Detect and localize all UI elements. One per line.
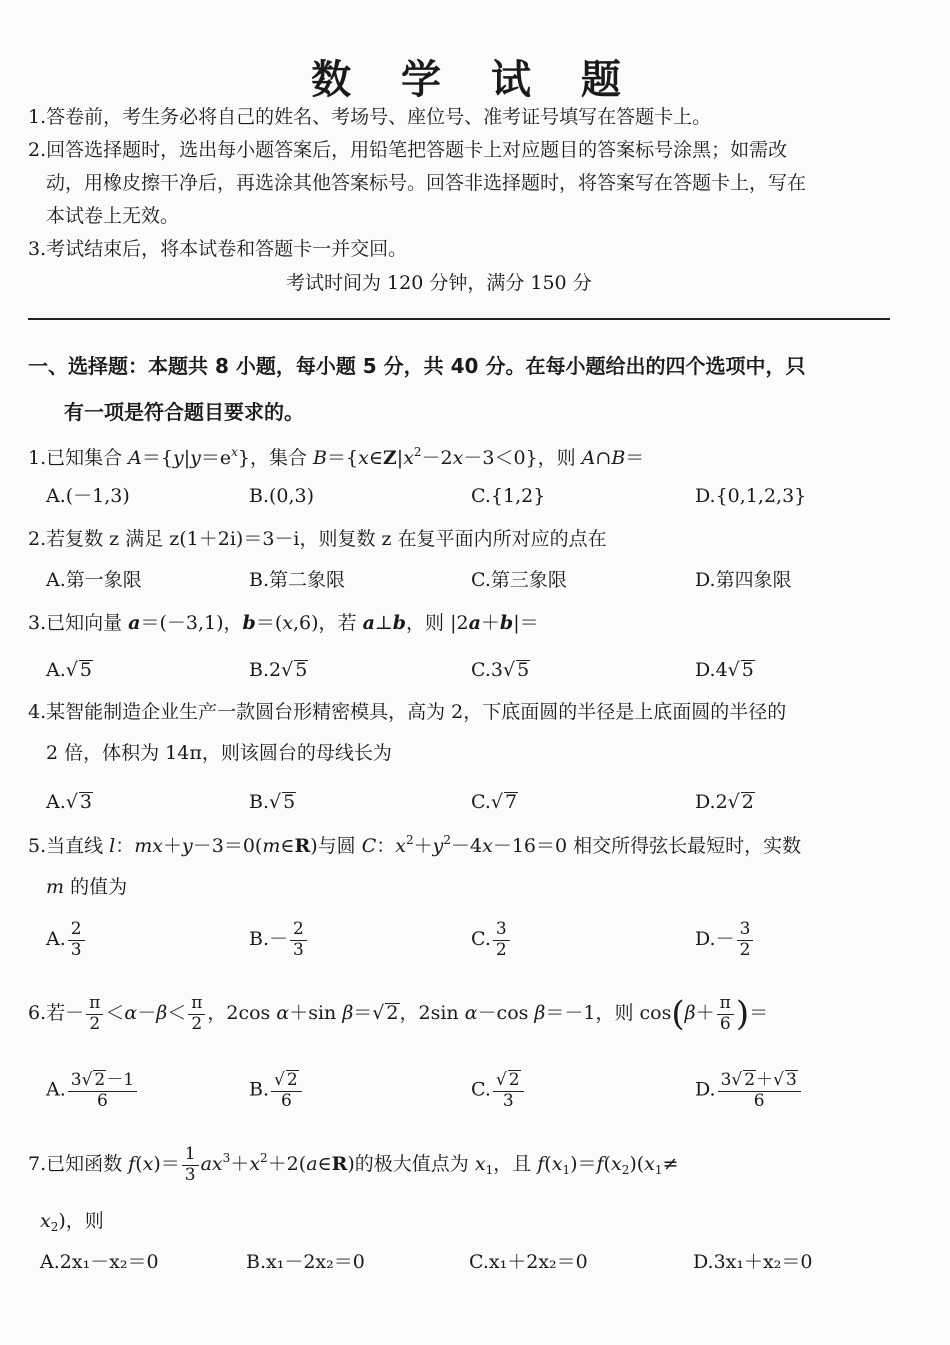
q5-option-a: A. $\frac{2}{3}$ <box>46 920 87 960</box>
q2-option-a: A.第一象限 <box>46 569 142 591</box>
q4-option-b: B.√ 5 <box>249 791 296 813</box>
note-2-line3: 本试卷上无效。 <box>46 205 180 227</box>
q2-option-d: D.第四象限 <box>695 569 792 591</box>
question-7-line2: $x_2$)，则 <box>40 1210 104 1234</box>
section-header: 一、选择题：本题共 8 小题，每小题 5 分，共 40 分。在每小题给出的四个选项中，只 <box>28 354 806 378</box>
q2-option-b: B.第二象限 <box>249 569 346 591</box>
q7-option-b: B.x₁－2x₂＝0 <box>246 1251 365 1273</box>
q3-option-c: C.3√ 5 <box>471 659 530 681</box>
q1-option-b: B.(0,3) <box>249 485 315 507</box>
q6-option-c: C. $\frac{√ 2}{3}$ <box>471 1070 526 1111</box>
question-5-line1: 5.当直线 l：mx＋y－3＝0(m∈R)与圆 C：$x^2+y^2-4x-16=0$ 相交所得弦长最短时，实数 <box>28 833 802 857</box>
q1-option-c: C.{1,2} <box>471 485 546 507</box>
q3-option-b: B.2√ 5 <box>249 659 308 681</box>
q7-option-c: C.x₁＋2x₂＝0 <box>469 1251 588 1273</box>
question-5-line2: m 的值为 <box>46 876 128 898</box>
q1-option-a: A.(－1,3) <box>46 485 130 507</box>
q5-option-d: D.－ $\frac{3}{2}$ <box>695 920 755 960</box>
q3-option-a: A.√ 5 <box>46 659 92 681</box>
question-2: 2.若复数 z 满足 z(1＋2i)＝3－i，则复数 z 在复平面内所对应的点在 <box>28 528 607 550</box>
q6-option-b: B. $\frac{√ 2}{6}$ <box>249 1070 304 1111</box>
question-1: 1.已知集合 $A=\{y|y=e^x\}$，集合 $B=\{x\in Z|x^2-2x-3<0\}$，则 A∩B＝ <box>28 445 645 469</box>
section-header-cont: 有一项是符合题目要求的。 <box>64 400 304 424</box>
note-1: 1.答卷前，考生务必将自己的姓名、考场号、座位号、准考证号填写在答题卡上。 <box>28 106 712 128</box>
q7-option-d: D.3x₁＋x₂＝0 <box>693 1251 813 1273</box>
q1-option-d: D.{0,1,2,3} <box>695 485 807 507</box>
q2-option-c: C.第三象限 <box>471 569 567 591</box>
question-6: 6.若－ $\frac{\pi}{2}$ ＜α－β＜ $\frac{\pi}{2}$ ，2cos α＋sin β＝√ 2，2sin α－cos β＝－1，则 cos(β＋ $\frac{\pi}{6}$ )＝ <box>28 993 769 1035</box>
q3-option-d: D.4√ 5 <box>695 659 754 681</box>
page-title: 数 学 试 题 <box>311 57 639 103</box>
q5-option-b: B.－ $\frac{2}{3}$ <box>249 920 309 960</box>
question-4-line2: 2 倍，体积为 14π，则该圆台的母线长为 <box>46 742 392 764</box>
question-4-line1: 4.某智能制造企业生产一款圆台形精密模具，高为 2，下底面圆的半径是上底面圆的半径的 <box>28 701 787 723</box>
q6-option-d: D. $\frac{3√ 2+√ 3}{6}$ <box>695 1070 803 1111</box>
q5-option-c: C. $\frac{3}{2}$ <box>471 920 512 960</box>
note-3: 3.考试结束后，将本试卷和答题卡一并交回。 <box>28 238 408 260</box>
divider-rule <box>28 318 890 320</box>
q6-option-a: A. $\frac{3√ 2-1}{6}$ <box>46 1070 139 1111</box>
note-2-line1: 2.回答选择题时，选出每小题答案后，用铅笔把答题卡上对应题目的答案标号涂黑；如需改 <box>28 139 788 161</box>
q4-option-d: D.2√ 2 <box>695 791 754 813</box>
q7-option-a: A.2x₁－x₂＝0 <box>40 1251 159 1273</box>
question-3: 3.已知向量 a＝(－3,1)，b＝(x,6)，若 a⊥b，则 |2a＋b|＝ <box>28 612 539 634</box>
question-7-line1: 7.已知函数 f(x)＝ $\frac{1}{3}$ $ax^3+x^2+2(a\in R)$的极大值点为 $x_1$，且 $f(x_1)=f(x_2)(x_1\ne$ <box>28 1144 679 1185</box>
q4-option-a: A.√ 3 <box>46 791 92 813</box>
q4-option-c: C.√ 7 <box>471 791 518 813</box>
note-2-line2: 动，用橡皮擦干净后，再选涂其他答案标号。回答非选择题时，将答案写在答题卡上，写在 <box>46 172 807 194</box>
exam-time: 考试时间为 120 分钟，满分 150 分 <box>286 272 592 294</box>
